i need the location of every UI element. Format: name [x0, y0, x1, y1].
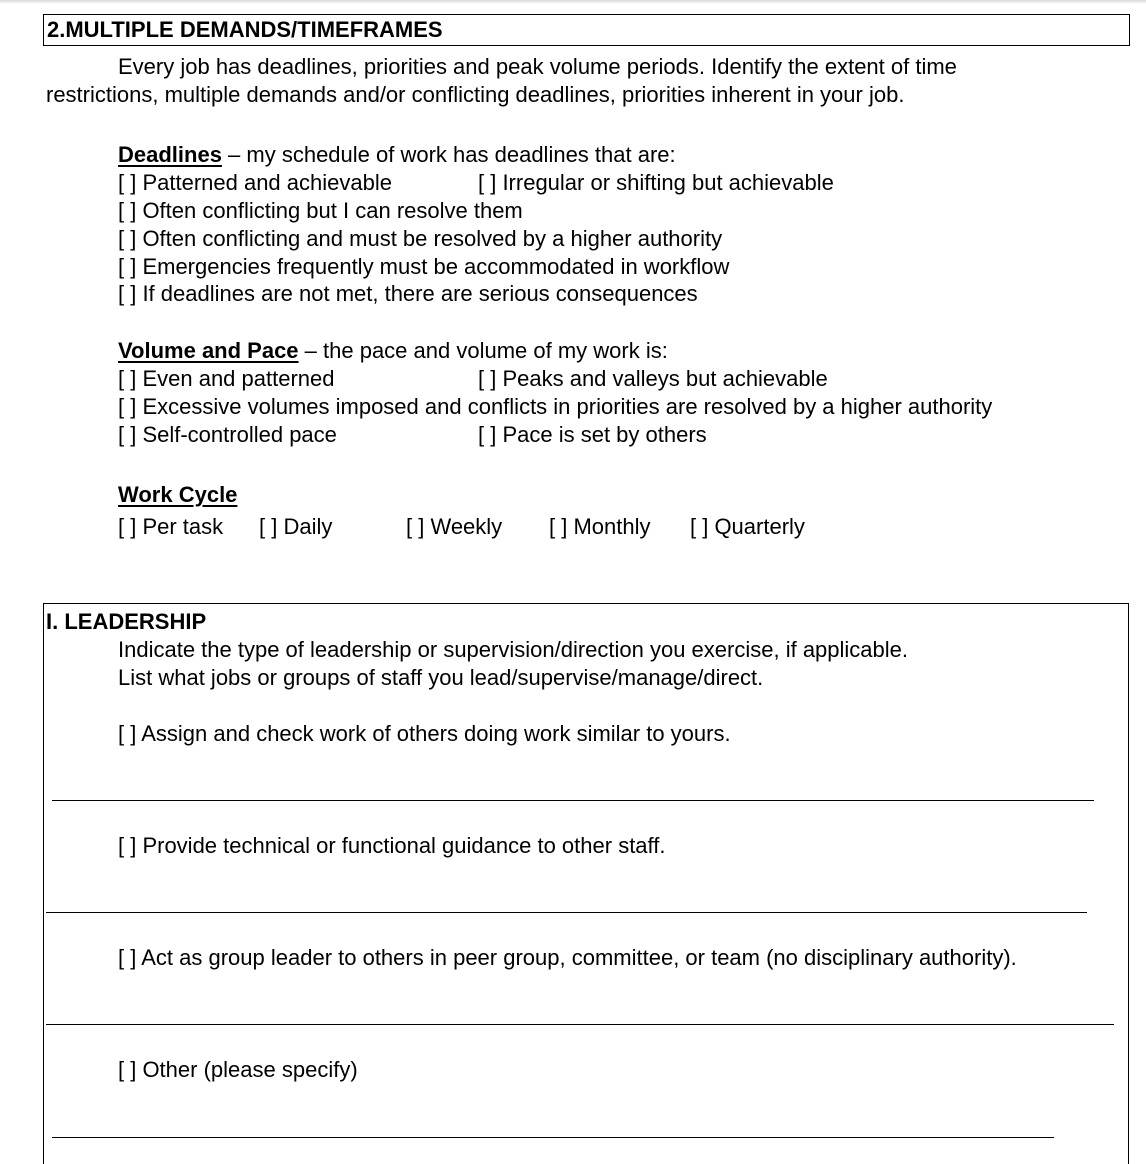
page-top-edge [0, 0, 1146, 4]
deadlines-heading: Deadlines [118, 142, 222, 167]
leadership-option-other[interactable]: [ ] Other (please specify) [118, 1057, 358, 1082]
deadlines-option-irregular[interactable]: [ ] Irregular or shifting but achievable [478, 170, 834, 195]
leadership-option-technical-guidance[interactable]: [ ] Provide technical or functional guidance to other staff. [118, 833, 666, 858]
answer-line-other[interactable] [52, 1137, 1054, 1138]
work-cycle-option-daily[interactable]: [ ] Daily [259, 514, 333, 539]
leadership-option-assign-check[interactable]: [ ] Assign and check work of others doing work similar to yours. [118, 721, 731, 746]
deadlines-option-patterned[interactable]: [ ] Patterned and achievable [118, 170, 392, 195]
work-cycle-option-quarterly[interactable]: [ ] Quarterly [690, 514, 805, 539]
volume-lead: – the pace and volume of my work is: [298, 338, 668, 363]
work-cycle-option-weekly[interactable]: [ ] Weekly [406, 514, 503, 539]
volume-option-even[interactable]: [ ] Even and patterned [118, 366, 335, 391]
deadlines-option-conflicting-higher[interactable]: [ ] Often conflicting and must be resolved by a higher authority [118, 226, 723, 251]
leadership-option-group-leader[interactable]: [ ] Act as group leader to others in peer group, committee, or team (no disciplinary authority). [118, 945, 1017, 970]
answer-line-assign-check[interactable] [52, 800, 1094, 801]
section-2-intro-line-2: restrictions, multiple demands and/or conflicting deadlines, priorities inherent in your job. [46, 82, 905, 107]
volume-option-peaks[interactable]: [ ] Peaks and valleys but achievable [478, 366, 828, 391]
work-cycle-option-per-task[interactable]: [ ] Per task [118, 514, 224, 539]
work-cycle-option-monthly[interactable]: [ ] Monthly [549, 514, 651, 539]
answer-line-technical-guidance[interactable] [46, 912, 1087, 913]
deadlines-option-conflicting-resolve[interactable]: [ ] Often conflicting but I can resolve them [118, 198, 523, 223]
leadership-intro-line-2: List what jobs or groups of staff you lead/supervise/manage/direct. [118, 665, 764, 690]
volume-heading-row [118, 338, 668, 364]
deadlines-option-emergencies[interactable]: [ ] Emergencies frequently must be accommodated in workflow [118, 254, 730, 279]
deadlines-heading-row [118, 142, 676, 168]
leadership-intro-line-1: Indicate the type of leadership or supervision/direction you exercise, if applicable. [118, 637, 909, 662]
volume-heading: Volume and Pace [118, 338, 299, 363]
deadlines-lead: – my schedule of work has deadlines that are: [221, 142, 676, 167]
section-2-title: 2.MULTIPLE DEMANDS/TIMEFRAMES [47, 17, 443, 42]
deadlines-option-consequences[interactable]: [ ] If deadlines are not met, there are serious consequences [118, 281, 698, 306]
work-cycle-heading: Work Cycle [118, 482, 238, 507]
section-2-intro-line-1: Every job has deadlines, priorities and peak volume periods. Identify the extent of time [118, 54, 957, 79]
volume-option-set-by-others[interactable]: [ ] Pace is set by others [478, 422, 707, 447]
volume-option-self-controlled[interactable]: [ ] Self-controlled pace [118, 422, 337, 447]
answer-line-group-leader[interactable] [46, 1024, 1114, 1025]
volume-option-excessive[interactable]: [ ] Excessive volumes imposed and conflicts in priorities are resolved by a higher authority [118, 394, 993, 419]
leadership-title: I. LEADERSHIP [46, 609, 207, 634]
